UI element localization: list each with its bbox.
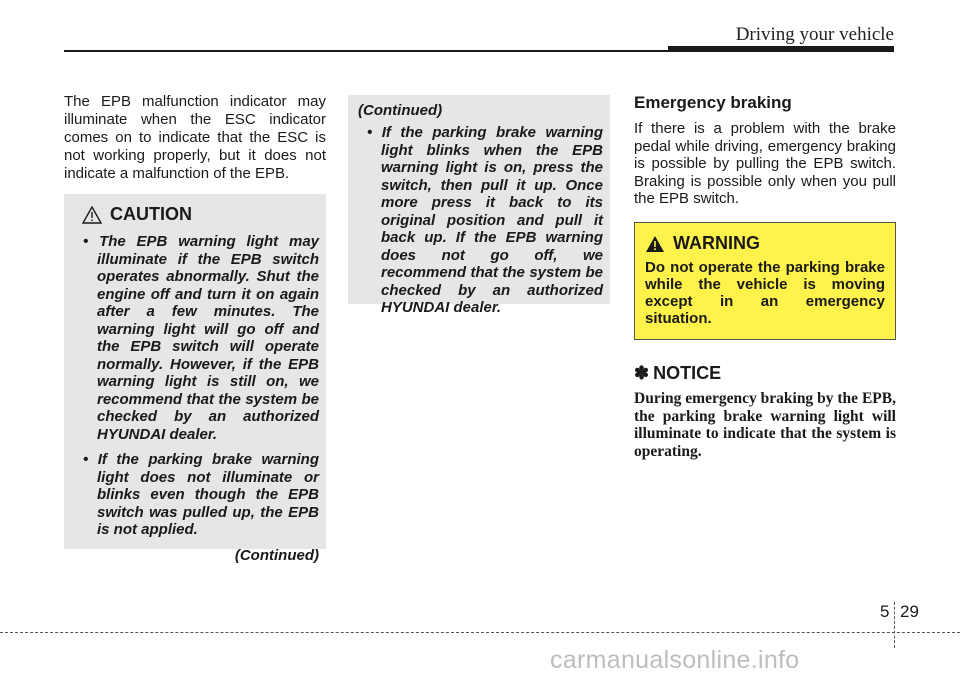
notice-body: During emergency braking by the EPB, the parking brake warning light will illuminate to indicate that the system is operating. [634, 390, 896, 460]
header-rule-accent [668, 46, 894, 52]
watermark: carmanualsonline.info [550, 646, 800, 674]
continued-list [358, 124, 603, 317]
notice-heading [634, 363, 721, 384]
warning-header [645, 233, 885, 254]
page-number: 29 [900, 602, 919, 621]
caution-list [74, 233, 319, 539]
emergency-braking-heading: Emergency braking [634, 93, 792, 112]
page-number-separator [894, 602, 895, 648]
caution-title: CAUTION [110, 204, 192, 224]
caution-header [82, 204, 319, 225]
warning-text: Do not operate the parking brake while the vehicle is moving except in an emergency situation. [645, 259, 885, 327]
caution-bullet: • If the parking brake warning light does not illuminate or blinks even though the EPB switch was pulled up, the EPB is not applied. [83, 451, 319, 538]
section-title: Driving your vehicle [735, 24, 894, 45]
continued-label: (Continued) [234, 546, 319, 564]
continued-caution-box [348, 95, 610, 316]
footer-rule [0, 632, 960, 633]
emergency-braking-body: If there is a problem with the brake pedal while driving, emergency braking is possible by pulling the EPB switch. Braking is possible only when you pull the EPB switch. [634, 120, 896, 207]
warning-title: WARNING [673, 233, 760, 253]
notice-title: NOTICE [653, 363, 722, 383]
warning-triangle-outline-icon [82, 206, 102, 224]
warning-box [634, 222, 896, 340]
chapter-number: 5 [880, 602, 890, 621]
caution-box [64, 194, 326, 564]
caution-bullet: • The EPB warning light may illuminate if the EPB switch operates abnormally. Shut the engine off and turn it on again after a few minutes. The warning light will go off and the EPB switch will operate normally. However, if the EPB warning light is still on, we recommend that the system be checked by an authorized HYUNDAI dealer. [83, 233, 319, 443]
intro-paragraph: The EPB malfunction indicator may illuminate when the ESC indicator comes on to indicate that the ESC is not working properly, but it does not indicate a malfunction of the EPB. [64, 93, 326, 182]
warning-triangle-filled-icon [645, 235, 665, 253]
notice-star-icon: ✽ [634, 363, 650, 383]
continued-label: (Continued) [358, 102, 443, 119]
continued-bullet: • If the parking brake warning light blinks when the EPB warning light is on, press the switch, then pull it up. Once more press it back to its original position and pull it back up. If the EPB warning does not go off, we recommend that the system be checked by an authorized HYUNDAI dealer. [367, 124, 603, 316]
